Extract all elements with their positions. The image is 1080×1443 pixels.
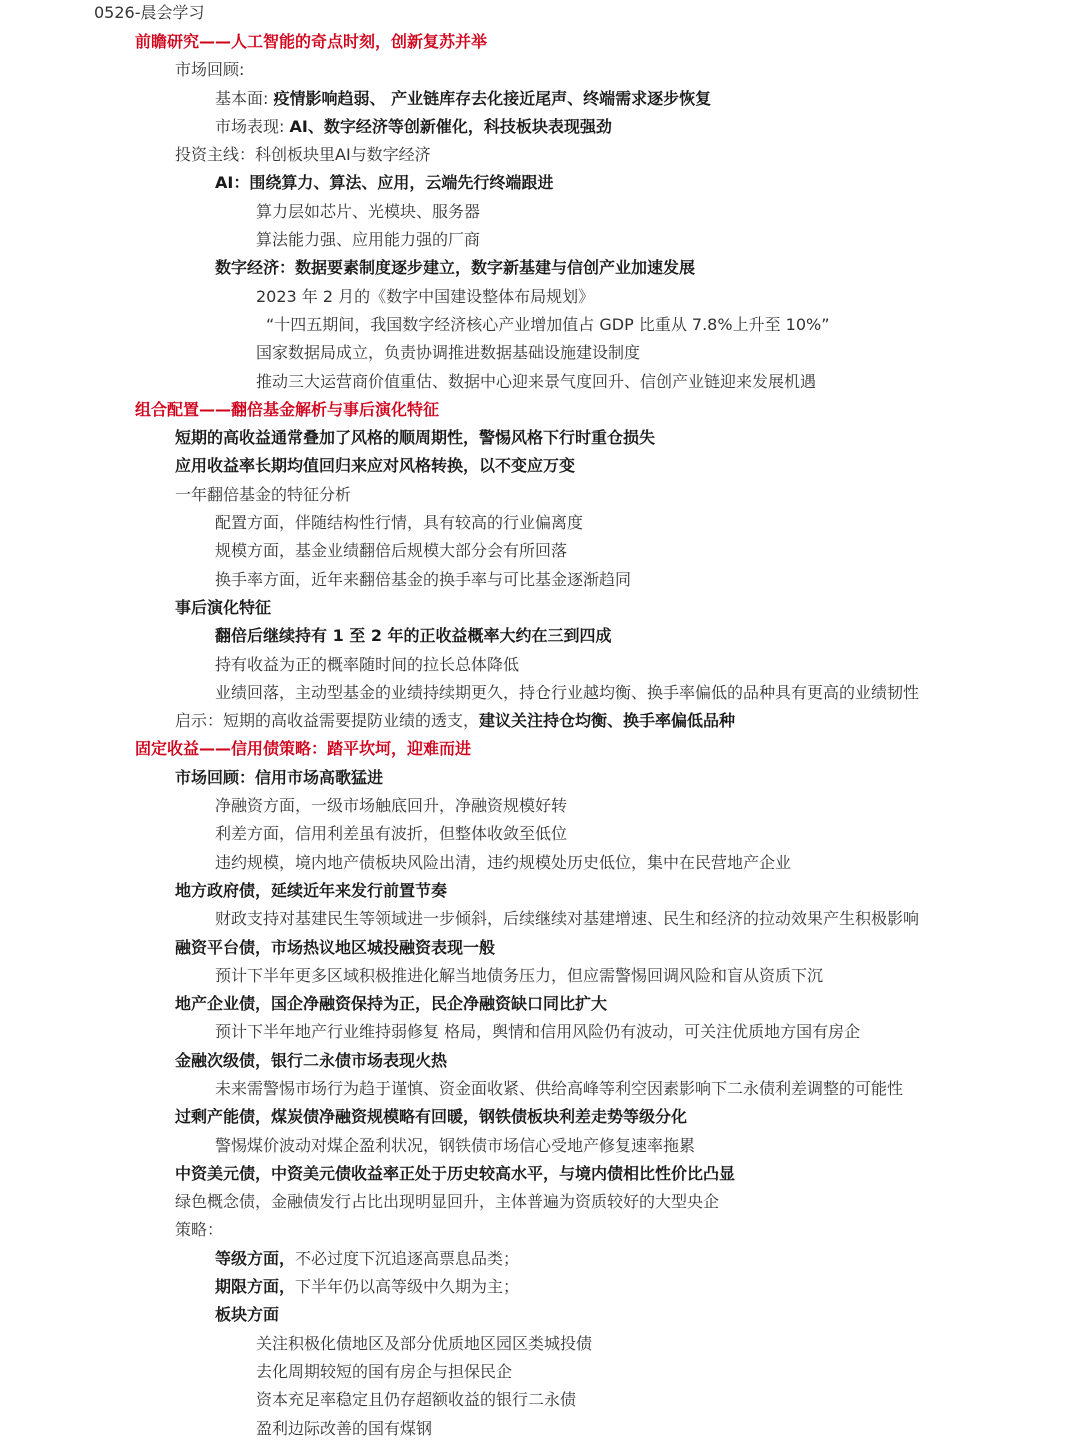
digital-economy-quote: “十四五期间，我国数字经济核心产业增加值占 GDP 比重从 7.8%上升至 10%” [266,314,830,334]
fundamentals-label: 基本面: [215,88,269,108]
fund-analysis-item: 换手率方面，近年来翻倍基金的换手率与可比基金逐渐趋同 [215,569,632,589]
insight-recommendation: 建议关注持仓均衡、换手率偏低品种 [479,711,736,731]
financing-platform-bond-item: 预计下半年更多区域积极推进化解当地债务压力，但应需警惕回调风险和盲从资质下沉 [215,965,824,985]
financing-platform-bond-heading: 融资平台债，市场热议地区城投融资表现一般 [175,937,496,957]
credit-review-item: 净融资方面，一级市场触底回升，净融资规模好转 [215,796,568,816]
digital-economy-heading: 数字经济：数据要素制度逐步建立，数字新基建与信创产业加速发展 [215,258,696,278]
strategy-sector-item: 资本充足率稳定且仍存超额收益的银行二永债 [256,1390,577,1410]
portfolio-point: 应用收益率长期均值回归来应对风格转换，以不变应万变 [175,456,576,476]
post-evolution-item: 业绩回落，主动型基金的业绩持续期更久，持仓行业越均衡、换手率偏低的品种具有更高的业绩韧性 [215,682,920,702]
real-estate-bond-heading: 地产企业债，国企净融资保持为正，民企净融资缺口同比扩大 [175,994,608,1014]
usd-bond-heading: 中资美元债，中资美元债收益率正处于历史较高水平，与境内债相比性价比凸显 [175,1163,736,1183]
digital-economy-item: 2023 年 2 月的《数字中国建设整体布局规划》 [256,286,595,306]
financial-subordinated-bond-item: 未来需警惕市场行为趋于谨慎、资金面收紧、供给高峰等利空因素影响下二永债利差调整的可能性 [215,1078,904,1098]
post-evolution-heading: 事后演化特征 [175,597,272,617]
strategy-grade-line [0,1245,1080,1273]
investment-mainline: 投资主线：科创板块里AI与数字经济 [175,145,431,165]
insight-line [0,707,1080,735]
strategy-sector-item: 盈利边际改善的国有煤钢 [256,1418,433,1438]
overcapacity-bond-heading: 过剩产能债，煤炭债净融资规模略有回暖，钢铁债板块利差走势等级分化 [175,1107,688,1127]
ai-heading: AI：围绕算力、算法、应用，云端先行终端跟进 [215,173,554,193]
overcapacity-bond-item: 警惕煤价波动对煤企盈利状况，钢铁债市场信心受地产修复速率拖累 [215,1135,696,1155]
section-heading-fixed-income: 固定收益——信用债策略：踏平坎坷，迎难而进 [135,739,472,759]
fund-analysis-item: 配置方面，伴随结构性行情，具有较高的行业偏离度 [215,513,584,533]
ai-item-compute: 算力层如芯片、光模块、服务器 [256,201,481,221]
fund-analysis-heading: 一年翻倍基金的特征分析 [175,484,352,504]
ai-item-algorithm: 算法能力强、应用能力强的厂商 [256,230,481,250]
strategy-sector-item: 关注积极化债地区及部分优质地区园区类城投债 [256,1333,593,1353]
strategy-term-text: 下半年仍以高等级中久期为主； [295,1277,520,1297]
credit-review-item: 利差方面，信用利差虽有波折，但整体收敛至低位 [215,824,568,844]
market-performance-line [0,113,1080,141]
strategy-sector-item: 去化周期较短的国有房企与担保民企 [256,1361,513,1381]
fund-analysis-item: 规模方面，基金业绩翻倍后规模大部分会有所回落 [215,541,568,561]
fundamentals-line [0,85,1080,113]
strategy-grade-label: 等级方面， [215,1248,296,1268]
fundamentals-text: 疫情影响趋弱、 产业链库存去化接近尾声、终端需求逐步恢复 [273,88,712,108]
strategy-grade-text: 不必过度下沉追逐高票息品类； [295,1248,520,1268]
market-performance-label: 市场表现: [215,116,285,136]
financial-subordinated-bond-heading: 金融次级债，银行二永债市场表现火热 [175,1050,448,1070]
post-evolution-item: 翻倍后继续持有 1 至 2 年的正收益概率大约在三到四成 [215,626,612,646]
digital-economy-item: 国家数据局成立，负责协调推进数据基础设施建设制度 [256,343,641,363]
portfolio-point: 短期的高收益通常叠加了风格的顺周期性，警惕风格下行时重仓损失 [175,428,656,448]
digital-economy-item: 推动三大运营商价值重估、数据中心迎来景气度回升、信创产业链迎来发展机遇 [256,371,817,391]
market-review-label: 市场回顾: [175,60,245,80]
post-evolution-item: 持有收益为正的概率随时间的拉长总体降低 [215,654,520,674]
strategy-sector-heading: 板块方面 [215,1305,280,1325]
document-title: 0526-晨会学习 [94,3,205,22]
credit-review-item: 违约规模，境内地产债板块风险出清，违约规模处历史低位，集中在民营地产企业 [215,852,792,872]
credit-review-heading: 市场回顾：信用市场高歌猛进 [175,767,384,787]
market-performance-text: AI、数字经济等创新催化，科技板块表现强劲 [289,116,612,136]
strategy-label: 策略： [175,1220,224,1240]
green-bond-line: 绿色概念债，金融债发行占比出现明显回升，主体普遍为资质较好的大型央企 [175,1192,720,1212]
section-heading-frontier-research: 前瞻研究——人工智能的奇点时刻，创新复苏并举 [135,32,488,51]
real-estate-bond-item: 预计下半年地产行业维持弱修复 格局，舆情和信用风险仍有波动，可关注优质地方国有房企 [215,1022,861,1042]
local-government-bond-item: 财政支持对基建民生等领域进一步倾斜，后续继续对基建增速、民生和经济的拉动效果产生积极影响 [215,909,920,929]
strategy-term-line [0,1273,1080,1301]
local-government-bond-heading: 地方政府债，延续近年来发行前置节奏 [175,880,448,900]
notes-outline [0,28,1080,1443]
strategy-term-label: 期限方面， [215,1277,296,1297]
insight-prefix: 启示：短期的高收益需要提防业绩的透支， [175,711,480,731]
section-heading-portfolio: 组合配置——翻倍基金解析与事后演化特征 [135,399,440,419]
